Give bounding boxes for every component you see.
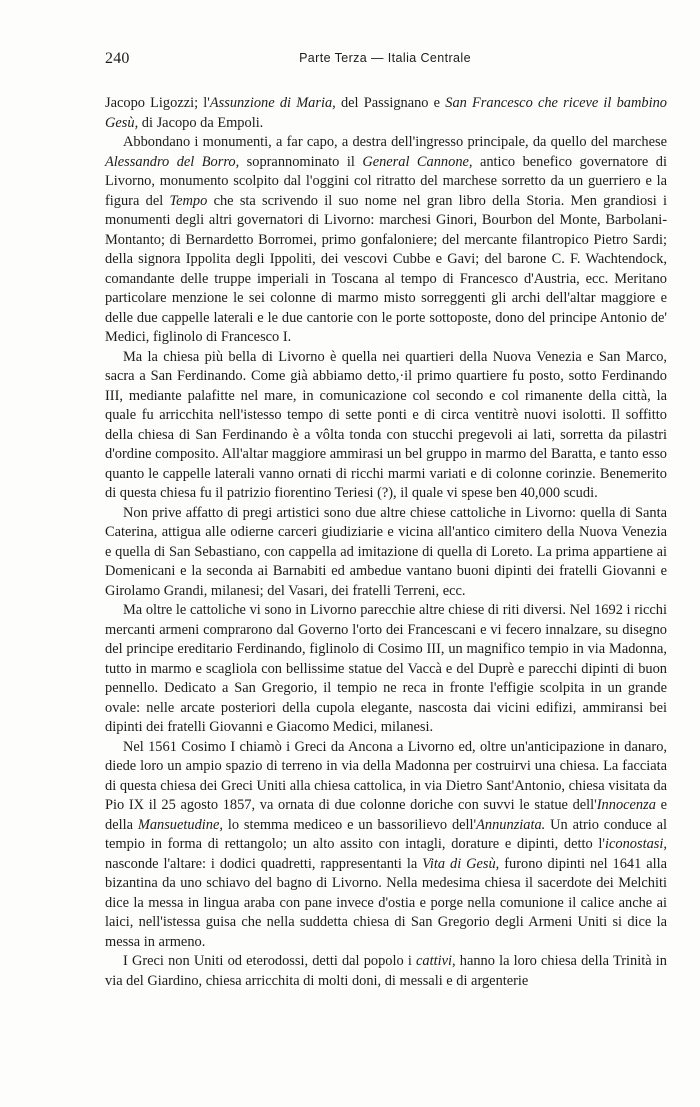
paragraph <box>105 133 667 348</box>
italic-text: Assunzione di Maria, <box>209 95 336 111</box>
text-run: hanno la loro chiesa della Trinità in via del Giardino, chiesa arricchita di molti doni, di messali e di argenterie <box>105 953 667 989</box>
paragraph <box>105 94 667 133</box>
paragraph <box>105 601 667 738</box>
italic-text: cattivi, <box>416 953 456 969</box>
body-text <box>105 94 667 991</box>
page-number: 240 <box>105 50 130 67</box>
paragraph <box>105 738 667 953</box>
text-run: che sta scrivendo il suo nome nel gran libro della Storia. Men grandiosi i monumenti degli altri governatori di Livorno: marchesi Ginori, Bourbon del Monte, Barbolani-Montanto; di Bernardetto Borromei, primo gonfaloniere; del mercante filantropico Pietro Sardi; della signora Ippolita degli Ippoliti, dei vescovi Cubbe e Gavi; del barone C. F. Wachtendock, comandante delle truppe imperiali in Toscana al tempo di Francesco d'Austria, ecc. Meritano particolare menzione le sei colonne di marmo misto sorreggenti gli archi dell'altar maggiore e delle due cappelle laterali e le due cantorie con le porte sottoposte, dono del principe Antonio de' Medici, figlinolo di Francesco I. <box>105 192 668 345</box>
text-run: Jacopo Ligozzi; l' <box>105 95 210 111</box>
text-run: Ma la chiesa più bella di Livorno è quella nei quartieri della Nuova Venezia e San Marco, sacra a San Ferdinando. Come già abbiamo detto,·il primo quartiere fu posto, sotto Ferdinando III, mediante palafitte nel mare, in comunicazione col secondo e col rimanente della città, la quale fu arricchita nell'istesso tempo di sette ponti e di circa ventitrè nuovi isolotti. Il soffitto della chiesa di San Ferdinando è a vôlta tonda con stucchi pregevoli ai lati, sorretta da pilastri d'ordine composito. All'altar maggiore ammirasi un bel gruppo in marmo del Baratta, e tanto esso quanto le cappelle laterali vanno ornati di ricchi marmi variati e di colonne corinzie. Benemerito di questa chiesa fu il patrizio fiorentino Teriesi (?), il quale vi spese ben 40,000 scudi. <box>105 348 667 501</box>
text-run: di Jacopo da Empoli. <box>138 114 264 131</box>
text-run: soprannominato il <box>239 153 363 170</box>
italic-text: Annunziata. <box>476 816 546 833</box>
text-run: lo stemma mediceo e un bassorilievo dell' <box>222 816 477 833</box>
text-run: antico benefico governatore di Livorno, monumento scolpito dal l'oggini col ritratto del marchese sorretto da un guerriero e la figura del <box>105 153 667 209</box>
paragraph <box>105 952 667 991</box>
italic-text: Tempo <box>169 192 208 209</box>
italic-text: General Cannone, <box>362 153 473 170</box>
text-run: furono dipinti nel 1641 alla bizantina da uno schiavo del bagno di Livorno. Nella medesima chiesa il sacerdote dei Melchiti dice la messa in lingua araba con pane invece d'ostia e porge nella comunione il calice anche ai laici, nell'istessa guisa che nella suddetta chiesa di San Gregorio degli Armeni Uniti si dice la messa in armeno. <box>105 855 667 950</box>
text-run: e della <box>105 797 667 833</box>
italic-text: San Francesco che riceve il bambino Gesù, <box>105 95 667 131</box>
running-title: Parte Terza — Italia Centrale <box>299 51 471 65</box>
running-head <box>105 50 665 72</box>
italic-text: Mansuetudine, <box>137 816 223 833</box>
text-run: del Passignano e <box>335 95 446 111</box>
text-run: Ma oltre le cattoliche vi sono in Livorno parecchie altre chiese di riti diversi. Nel 1692 i ricchi mercanti armeni comprarono dal Governo l'orto dei Francescani e vi fecero innalzare, su disegno del principe ereditario Ferdinando, figlinolo di Cosimo III, un magnifico tempio in via Madonna, tutto in marmo e scagliola con bellissime statue del Vaccà e del Duprè e parecchi dipinti di buon pennello. Dedicato a San Gregorio, il tempio ne reca in fronte l'effigie scolpita in un grande ovale: nelle arcate posteriori della cupola elegante, nascosta dai vicini edifizi, ammiransi bei dipinti dei fratelli Giovanni e Giacomo Medici, milanesi. <box>105 602 667 735</box>
text-run: I Greci non Uniti od eterodossi, detti dal popolo i <box>123 953 417 969</box>
italic-text: Vita di Gesù, <box>422 855 500 872</box>
text-run: Nel 1561 Cosimo I chiamò i Greci da Ancona a Livorno ed, oltre un'anticipazione in danaro, diede loro un ampio spazio di terreno in via della Madonna per costruirvi una chiesa. La facciata di questa chiesa dei Greci Uniti alla chiesa cattolica, in via Dietro Sant'Antonio, chiesa visitata da Pio IX il 25 agosto 1857, va ornata di due colonne doriche con suvvi le statue dell' <box>105 738 667 813</box>
italic-text: Innocenza <box>596 797 656 813</box>
paragraph <box>105 348 667 504</box>
text-run: Abbondano i monumenti, a far capo, a destra dell'ingresso principale, da quello del marchese <box>123 134 667 150</box>
text-run: Un atrio conduce al tempio in forma di rettangolo; un alto assito con intagli, dorature e dipinti, detto l' <box>105 816 667 852</box>
text-run: nasconde l'altare: i dodici quadretti, rappresentanti la <box>105 855 423 872</box>
paragraph <box>105 504 667 602</box>
text-run: Non prive affatto di pregi artistici sono due altre chiese cattoliche in Livorno: quella di Santa Caterina, attigua alle odierne carceri giudiziarie e vicina all'antico cimitero della Nuova Venezia e quella di San Sebastiano, con cappella ad imitazione di quella di Loreto. La prima appartiene ai Domenicani e la seconda ai Barnabiti ed ambedue vantano buoni dipinti dei fratelli Giovanni e Girolamo Grandi, milanesi; del Vasari, dei fratelli Terreni, ecc. <box>105 504 667 599</box>
italic-text: Alessandro del Borro, <box>105 153 240 170</box>
italic-text: iconostasi, <box>605 836 667 852</box>
